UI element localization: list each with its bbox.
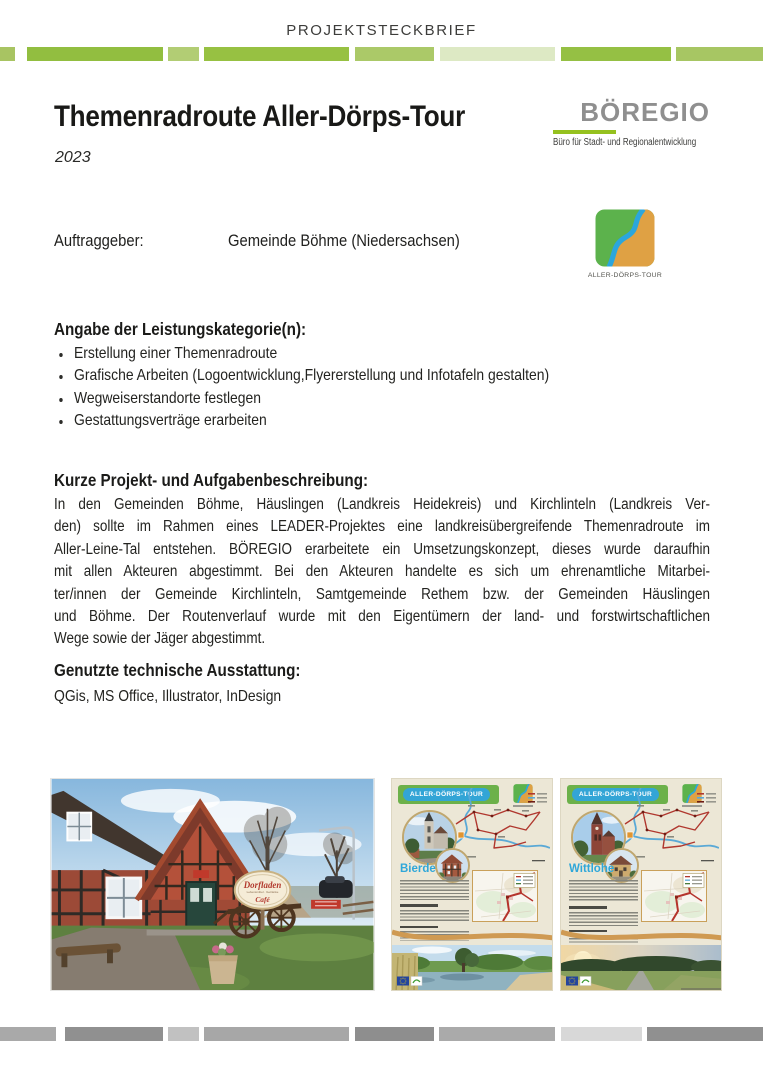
equipment-text: QGis, MS Office, Illustrator, InDesign (54, 688, 282, 705)
tan-swoosh-divider (561, 928, 722, 946)
decoration-bar (355, 47, 434, 61)
decoration-bar (27, 47, 163, 61)
category-item (54, 410, 710, 432)
eu-flag-icon (397, 976, 423, 986)
text-lines (569, 912, 638, 926)
decoration-bar (355, 1027, 434, 1041)
decoration-bar (204, 47, 349, 61)
text-subheading-bar (400, 904, 438, 907)
boregio-subtitle: Büro für Stadt- und Regionalentwicklung (553, 137, 697, 148)
text-lines (569, 880, 638, 902)
detail-map-inset (472, 870, 538, 922)
panel-header-label: ALLER-DÖRPS-TOUR (403, 788, 490, 801)
decoration-bar (65, 1027, 163, 1041)
category-item-label: Erstellung einer Themenradroute (74, 345, 278, 362)
project-year: 2023 (55, 149, 91, 166)
bullet-icon (59, 353, 62, 357)
decoration-bar (647, 1027, 763, 1041)
aller-doerps-tour-logo-caption: ALLER-DÖRPS-TOUR (587, 272, 663, 279)
bottom-decoration-bars (0, 1027, 763, 1041)
client-value: Gemeinde Böhme (Niedersachsen) (228, 231, 460, 250)
village-photo-circle (435, 848, 470, 883)
category-item (54, 388, 710, 410)
description-line: ter/innen der Gemeinde Kirchlinteln, Samtgemeinde Rethem bzw. der Gemeinden Häuslingen (54, 585, 710, 603)
text-lines (400, 880, 469, 900)
decoration-bar (561, 1027, 642, 1041)
categories-heading: Angabe der Leistungskategorie(n): (54, 319, 307, 339)
categories-list (54, 343, 710, 432)
boregio-wordmark: BÖREGIO (580, 97, 710, 127)
bullet-icon (59, 375, 62, 379)
decoration-bar (440, 47, 555, 61)
text-subheading-bar (569, 906, 607, 909)
decoration-bar (204, 1027, 349, 1041)
top-decoration-bars (0, 47, 763, 61)
eu-flag-icon (566, 976, 592, 986)
detail-map-inset (641, 870, 707, 922)
boregio-underline (553, 130, 616, 134)
flower-pot (208, 942, 238, 984)
aller-doerps-tour-logo-icon (593, 209, 657, 267)
decoration-bar (439, 1027, 555, 1041)
text-lines (400, 910, 469, 922)
aller-doerps-tour-logo (593, 209, 657, 267)
photo-dorfladen-cafe (50, 778, 375, 991)
decoration-bar (0, 47, 15, 61)
category-item (54, 365, 710, 387)
sign-subtitle-text: Lebensmittel · Getränke (246, 889, 279, 894)
red-banner (311, 900, 341, 909)
decoration-bar (676, 47, 763, 61)
panel-header-label: ALLER-DÖRPS-TOUR (572, 788, 659, 801)
boregio-logo (553, 97, 713, 148)
sign-title-text: Dorfladen (243, 879, 282, 890)
dorfladen-photo-graphic (51, 779, 374, 990)
description-line: und Böhme. Der Routenverlauf wurde mit den Eigentümern der land- und forstwirtschaftlichen (54, 608, 710, 626)
description-heading: Kurze Projekt- und Aufgabenbeschreibung: (54, 470, 369, 490)
description-line: In den Gemeinden Böhme, Häuslingen (Landkreis Heidekreis) und Kirchlinteln (Landkreis Ver- (54, 496, 710, 513)
decoration-bar (561, 47, 671, 61)
sign-cafe-text: Café (255, 894, 270, 904)
village-photo-graphic (437, 850, 468, 881)
decoration-bar (0, 1027, 56, 1041)
category-item (54, 343, 710, 365)
info-panel-wittlohe (560, 778, 722, 991)
bullet-icon (59, 420, 62, 424)
decoration-bar (168, 1027, 199, 1041)
description-line: Aller-Leine-Tal entstehen. BÖREGIO erarbeitete ein Umsetzungskonzept, dieses wurde daraufhin (54, 540, 710, 558)
tan-swoosh-divider (392, 928, 553, 946)
equipment-heading: Genutzte technische Ausstattung: (54, 660, 301, 680)
decoration-bar (168, 47, 199, 61)
description-line: Wege sowie der Jäger abgestimmt. (54, 630, 266, 648)
description-line: den) sollte im Rahmen eines LEADER-Projektes eine landkreisübergreifende Themenradroute im (54, 518, 710, 536)
page-kicker: PROJEKTSTECKBRIEF (286, 22, 477, 39)
info-panel-bierde (391, 778, 553, 991)
category-item-label: Wegweiserstandorte festlegen (74, 389, 262, 407)
panel-location-title: Bierde (400, 863, 436, 875)
description-paragraph (54, 494, 710, 651)
category-item-label: Gestattungsverträge erarbeiten (74, 411, 267, 429)
client-label: Auftraggeber: (54, 231, 144, 250)
page-title: Themenradroute Aller-Dörps-Tour (54, 100, 465, 133)
description-line: mit allen Akteuren abgestimmt. Bei den Akteuren handelte es sich um ehrenamtliche Mitarbei- (54, 563, 710, 581)
category-item-label: Grafische Arbeiten (Logoentwicklung,Flyererstellung und Infotafeln gestalten) (74, 367, 550, 385)
project-images-row (0, 778, 763, 991)
panel-location-title: Wittlohe (569, 863, 615, 875)
bullet-icon (59, 398, 62, 402)
